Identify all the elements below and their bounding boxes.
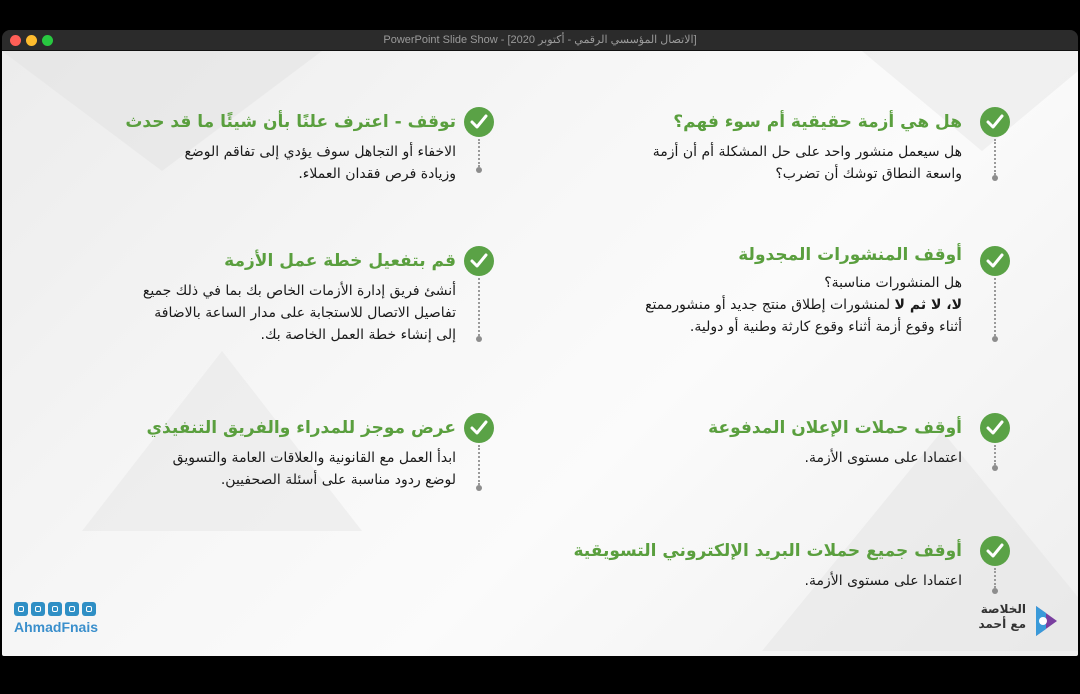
social-icons bbox=[14, 601, 99, 620]
check-icon bbox=[464, 107, 494, 137]
point-body bbox=[542, 447, 962, 469]
point-line: لوضع ردود مناسبة على أسئلة الصحفيين. bbox=[220, 472, 456, 488]
point-line bbox=[522, 294, 962, 316]
point-body bbox=[56, 280, 456, 346]
point-body bbox=[542, 570, 962, 592]
snapchat-icon[interactable] bbox=[65, 602, 79, 616]
point-line: واسعة النطاق توشك أن تضرب؟ bbox=[775, 166, 962, 182]
connector-dot bbox=[992, 336, 998, 342]
connector-dot bbox=[476, 336, 482, 342]
point-line: الاخفاء أو التجاهل سوف يؤدي إلى تفاقم الوضع bbox=[184, 144, 456, 160]
point-body bbox=[56, 447, 456, 491]
point-scheduled-posts bbox=[522, 244, 962, 338]
connector-dot bbox=[476, 485, 482, 491]
window-title: PowerPoint Slide Show - [الاتصال المؤسسي الرقمي - أكتوبر 2020] bbox=[383, 34, 697, 46]
connector-dot bbox=[476, 167, 482, 173]
connector-dot bbox=[992, 465, 998, 471]
point-executive-brief bbox=[56, 417, 456, 491]
point-body bbox=[522, 272, 962, 338]
point-crisis-plan bbox=[56, 250, 456, 346]
point-heading: أوقف المنشورات المجدولة bbox=[738, 245, 962, 265]
point-line: اعتمادا على مستوى الأزمة. bbox=[804, 573, 962, 589]
point-line-rest: لمنشورات إطلاق منتج جديد أو منشورممتع bbox=[645, 297, 895, 313]
slide[interactable] bbox=[2, 51, 1078, 656]
check-icon bbox=[980, 413, 1010, 443]
emphasis-text: لا، لا ثم لا bbox=[894, 297, 962, 313]
connector-line bbox=[478, 139, 480, 167]
social-handle: AhmadFnais bbox=[14, 619, 99, 635]
connector-line bbox=[994, 568, 996, 588]
check-icon bbox=[980, 246, 1010, 276]
point-heading: قم بتفعيل خطة عمل الأزمة bbox=[224, 251, 456, 271]
point-line: أثناء وقوع أزمة أثناء وقوع كارثة وطنية أو دولية. bbox=[689, 319, 962, 335]
point-line: تفاصيل الاتصال للاستجابة على مدار الساعة بالاضافة bbox=[154, 305, 456, 321]
connector-line bbox=[478, 278, 480, 336]
connector-dot bbox=[992, 175, 998, 181]
youtube-icon[interactable] bbox=[31, 602, 45, 616]
connector-dot bbox=[992, 588, 998, 594]
point-line: اعتمادا على مستوى الأزمة. bbox=[804, 450, 962, 466]
check-icon bbox=[980, 107, 1010, 137]
point-paid-ads bbox=[542, 417, 962, 469]
point-heading: أوقف جميع حملات البريد الإلكتروني التسويقية bbox=[573, 541, 962, 561]
point-line: وزيادة فرص فقدان العملاء. bbox=[298, 166, 456, 182]
connector-line bbox=[478, 445, 480, 485]
connector-line bbox=[994, 278, 996, 336]
twitter-icon[interactable] bbox=[14, 602, 28, 616]
point-heading: أوقف حملات الإعلان المدفوعة bbox=[708, 418, 962, 438]
point-heading: توقف - اعترف علنًا بأن شيئًا ما قد حدث bbox=[125, 112, 456, 132]
point-line: هل سيعمل منشور واحد على حل المشكلة أم أن أزمة bbox=[652, 144, 962, 160]
point-heading: هل هي أزمة حقيقية أم سوء فهم؟ bbox=[673, 112, 962, 132]
point-line: ابدأ العمل مع القانونية والعلاقات العامة والتسويق bbox=[172, 450, 456, 466]
connector-line bbox=[994, 139, 996, 175]
play-logo-icon bbox=[1030, 602, 1060, 640]
logo-line: الخلاصة bbox=[980, 602, 1026, 616]
point-line: إلى إنشاء خطة العمل الخاصة بك. bbox=[260, 327, 456, 343]
title-bar bbox=[2, 30, 1078, 51]
point-line: هل المنشورات مناسبة؟ bbox=[824, 275, 962, 291]
linkedin-icon[interactable] bbox=[82, 602, 96, 616]
point-heading: عرض موجز للمدراء والفريق التنفيذي bbox=[146, 418, 456, 438]
logo-line: مع أحمد bbox=[978, 617, 1026, 631]
instagram-icon[interactable] bbox=[48, 602, 62, 616]
point-email-campaigns bbox=[542, 540, 962, 592]
point-line: أنشئ فريق إدارة الأزمات الخاص بك بما في ذلك جميع bbox=[142, 283, 456, 299]
logo-text bbox=[978, 602, 1026, 632]
point-body bbox=[542, 141, 962, 185]
point-real-crisis bbox=[542, 111, 962, 185]
check-icon bbox=[464, 413, 494, 443]
point-body bbox=[66, 141, 456, 185]
brand-logo bbox=[968, 596, 1068, 646]
connector-line bbox=[994, 445, 996, 465]
check-icon bbox=[464, 246, 494, 276]
check-icon bbox=[980, 536, 1010, 566]
slideshow-window bbox=[2, 30, 1078, 656]
point-acknowledge bbox=[66, 111, 456, 185]
